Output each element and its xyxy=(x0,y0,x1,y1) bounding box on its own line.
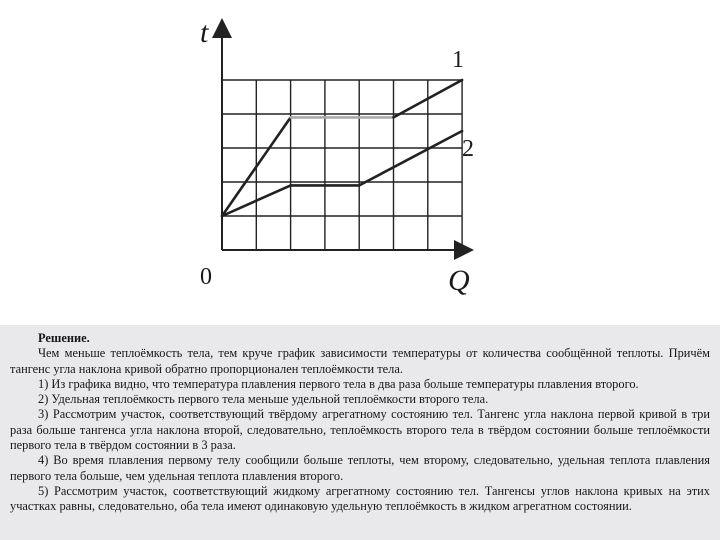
origin-label: 0 xyxy=(200,264,212,290)
curve-2-segment xyxy=(359,131,462,185)
curve-1-label: 1 xyxy=(452,47,464,73)
curve-2-label: 2 xyxy=(462,136,474,162)
x-axis-label: Q xyxy=(448,264,470,297)
solution-text-block xyxy=(0,325,720,540)
solution-paragraph: Чем меньше теплоёмкость тела, тем круче график зависимости температуры от количества сообщённой теплоты. Причём тангенс угла наклона кривой обратно пропорционален теплоёмкости тела. xyxy=(10,346,710,376)
y-axis-label: t xyxy=(200,16,209,49)
solution-paragraph: 5) Рассмотрим участок, соответствующий жидкому агрегатному состоянию тел. Тангенсы углов наклона кривых на этих участках равны, следовательно, оба тела имеют одинаковую удельную теплоёмкость в жидком агрегатном состоянии. xyxy=(10,483,710,514)
solution-heading: Решение. xyxy=(38,331,90,345)
solution-paragraph: 3) Рассмотрим участок, соответствующий твёрдому агрегатному состоянию тел. Тангенс угла наклона первой кривой в три раза больше тангенса угла наклона второй, следовательно, теплоёмкость второго тела в твёрдом состоянии больше теплоёмкости первого тела в твёрдом состоянии в 3 раза. xyxy=(10,407,710,453)
solution-paragraph: 2) Удельная теплоёмкость первого тела меньше удельной теплоёмкости второго тела. xyxy=(38,392,489,407)
solution-paragraph: 4) Во время плавления первому телу сообщили больше теплоты, чем второму, следовательно, удельная теплота плавления первого тела больше, чем удельная теплота плавления второго. xyxy=(10,453,710,483)
solution-paragraph: 1) Из графика видно, что температура плавления первого тела в два раза больше температуры плавления второго. xyxy=(38,376,639,391)
